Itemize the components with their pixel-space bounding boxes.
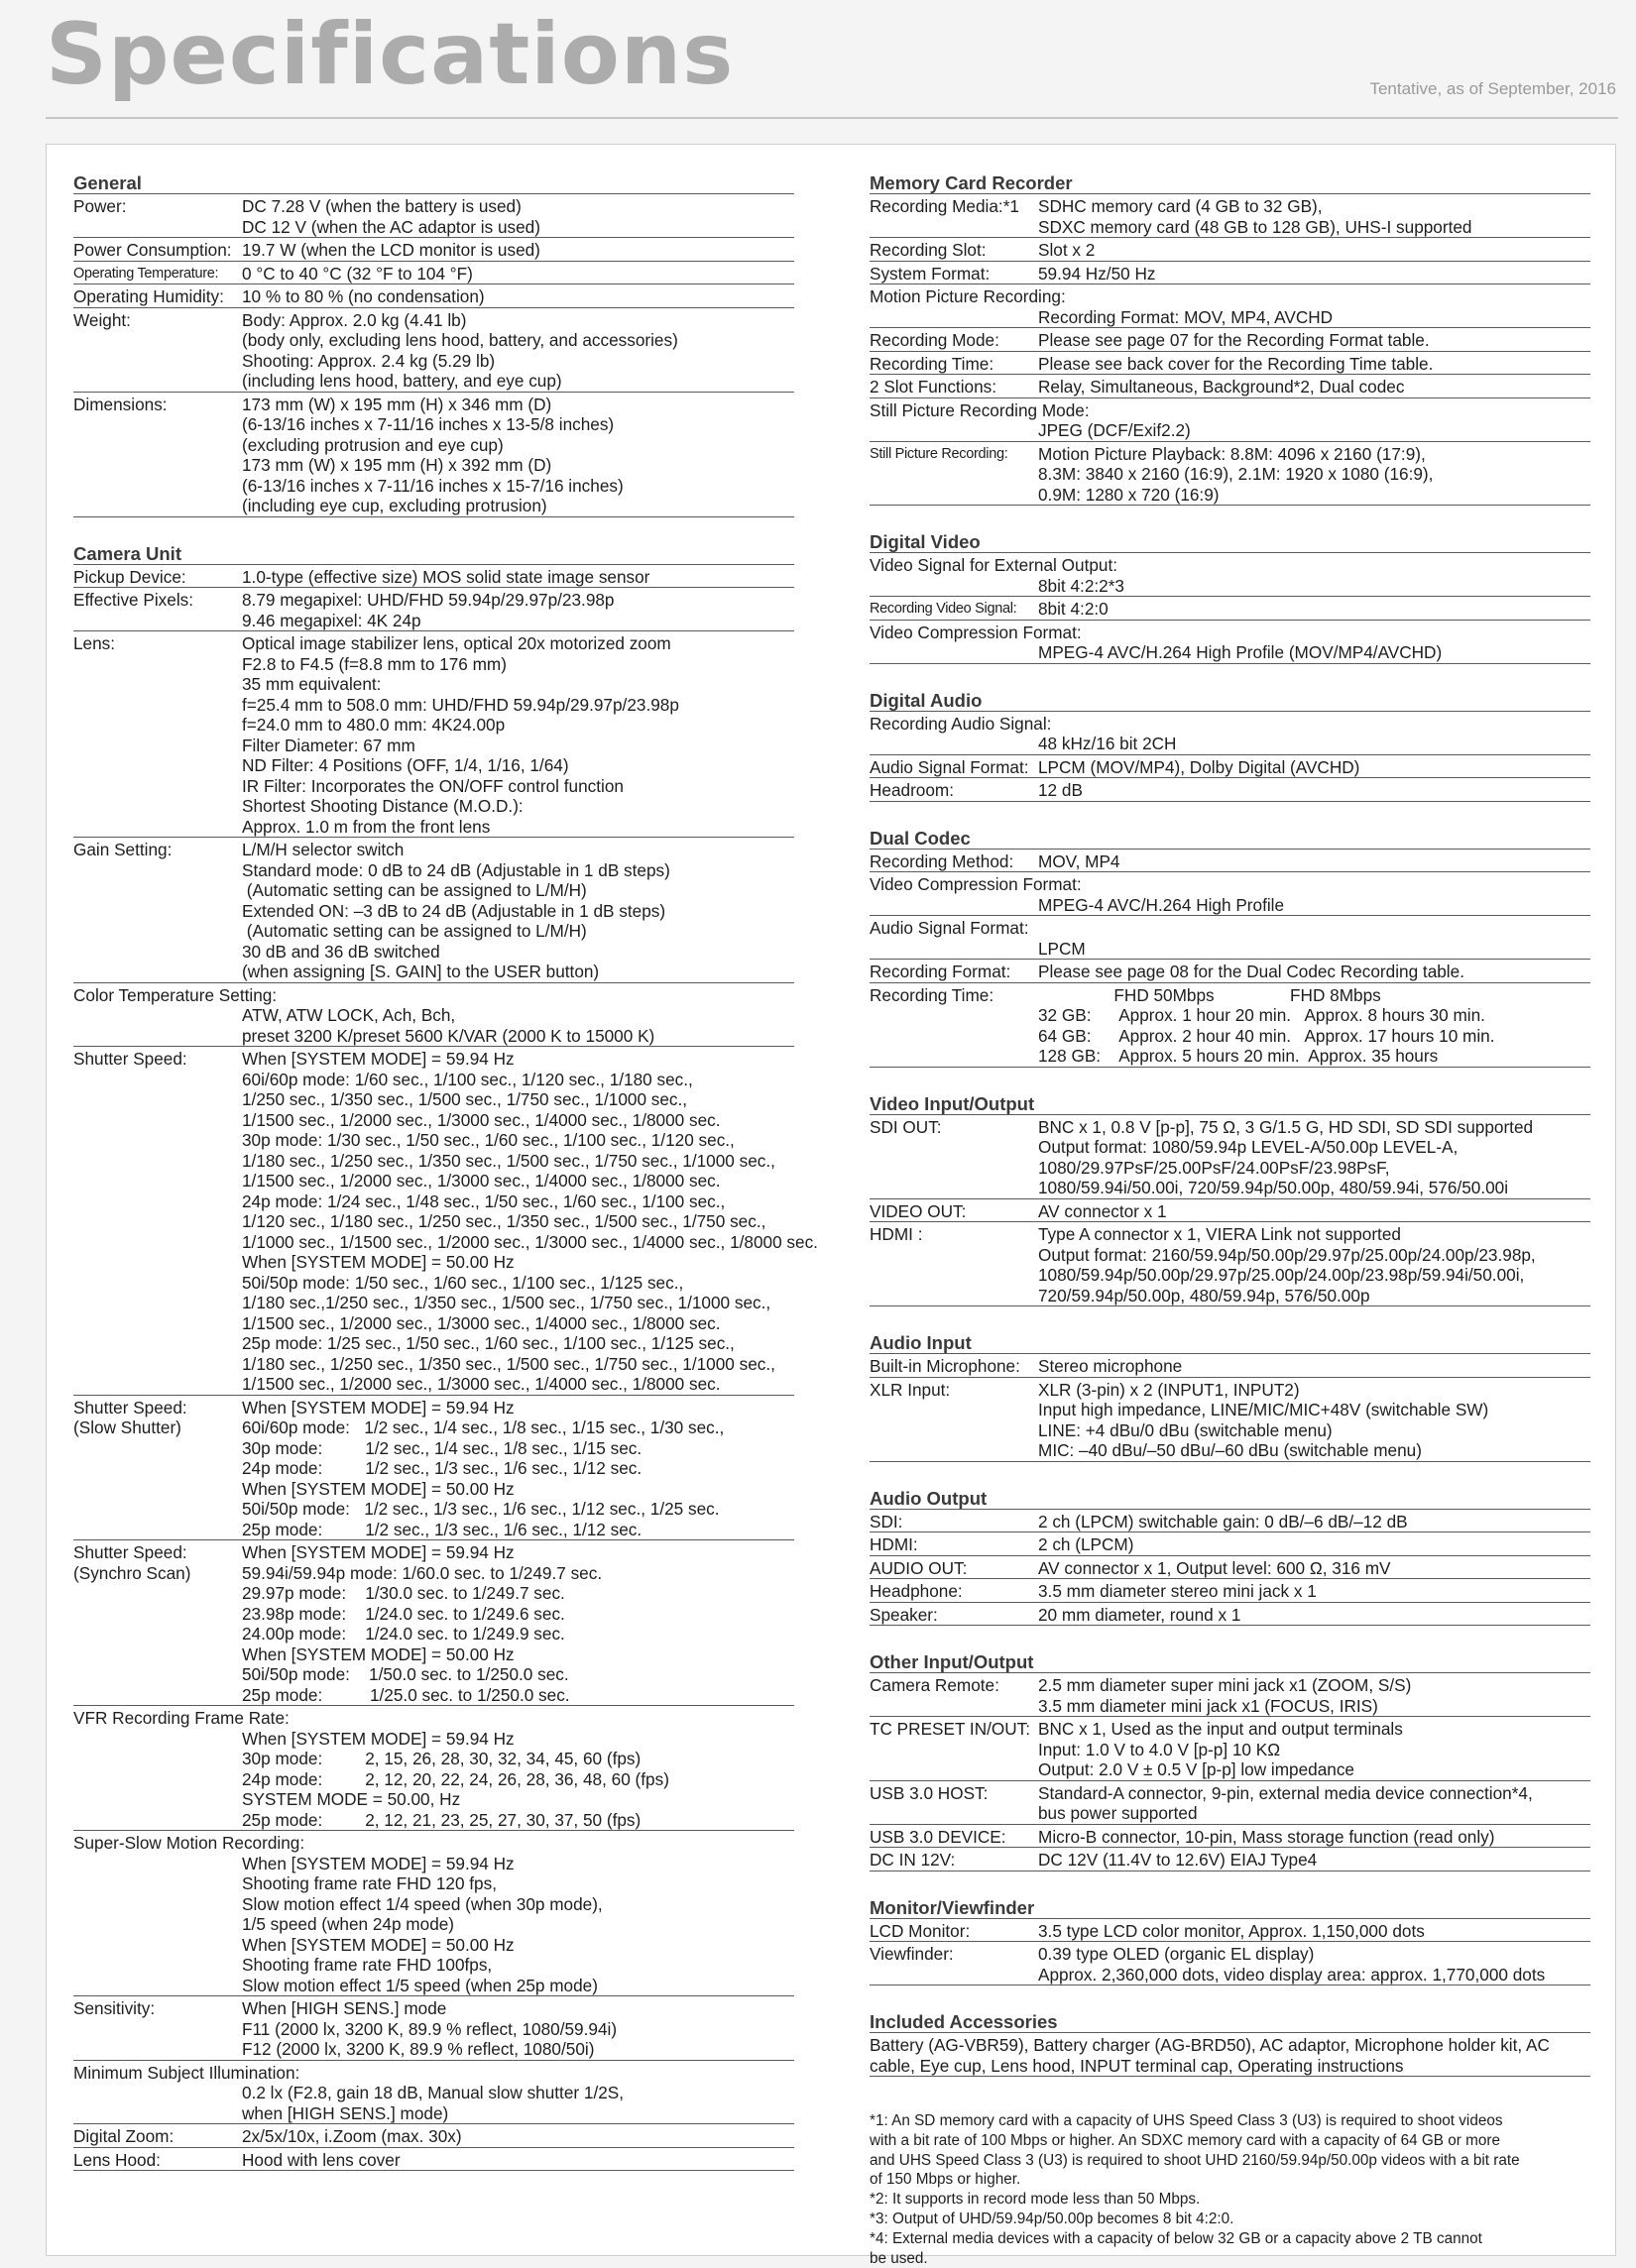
section-general bbox=[73, 170, 794, 517]
spec-row bbox=[73, 838, 794, 983]
spec-row bbox=[73, 565, 794, 589]
spec-value: Recording Format: MOV, MP4, AVCHD bbox=[1038, 306, 1334, 327]
spec-label: Recording Audio Signal: bbox=[870, 713, 1052, 734]
spec-value: 20 mm diameter, round x 1 bbox=[1038, 1604, 1241, 1625]
spec-row bbox=[73, 308, 794, 393]
spec-value: 3.5 type LCD color monitor, Approx. 1,150,000 dots bbox=[1038, 1920, 1425, 1941]
spec-value: DC 12V (11.4V to 12.6V) EIAJ Type4 bbox=[1038, 1850, 1318, 1870]
spec-label: Still Picture Recording: bbox=[870, 445, 1008, 462]
spec-value: LPCM (MOV/MP4), Dolby Digital (AVCHD) bbox=[1038, 756, 1360, 777]
spec-value: Relay, Simultaneous, Background*2, Dual codec bbox=[1038, 377, 1405, 397]
spec-label: HDMI: bbox=[870, 1534, 918, 1554]
section-dual-codec bbox=[870, 826, 1590, 1068]
spec-label: DC IN 12V: bbox=[870, 1850, 956, 1870]
spec-value: JPEG (DCF/Exif2.2) bbox=[1038, 420, 1191, 440]
spec-row bbox=[870, 284, 1590, 328]
spec-row bbox=[870, 983, 1590, 1068]
spec-label: Shutter Speed: (Synchro Scan) bbox=[73, 1542, 191, 1583]
spec-value: When [SYSTEM MODE] = 59.94 Hz Shooting frame rate FHD 120 fps, Slow motion effect 1/4 speed (when 30p mode), 1/5 speed (when 24p mode) When [SYSTEM MODE] = 50.00 Hz Shooting frame rate FHD 100fps, Slow motion effect 1/5 speed (when 25p mode) bbox=[242, 1853, 603, 1995]
section-heading: Audio Output bbox=[870, 1486, 1590, 1510]
spec-label: Pickup Device: bbox=[73, 566, 186, 587]
spec-label: Recording Time: bbox=[870, 984, 994, 1005]
spec-row bbox=[870, 442, 1590, 507]
section-heading: Video Input/Output bbox=[870, 1091, 1590, 1115]
section-heading: General bbox=[73, 170, 794, 194]
spec-value: BNC x 1, Used as the input and output terminals Input: 1.0 V to 4.0 V [p-p] 10 KΩ Output: 2.0 V ± 0.5 V [p-p] low impedance bbox=[1038, 1719, 1403, 1779]
spec-row bbox=[870, 1556, 1590, 1580]
spec-value: Type A connector x 1, VIERA Link not supported Output format: 2160/59.94p/50.00p/29.97p/25.00p/24.00p/23.98p, 1080/59.94p/50.00p/29.97p/25.00p/24.00p/23.98p/59.94i/50.00i, 720/59.94p/50.00p, 480/59.94p, 576/50.00p bbox=[1038, 1224, 1536, 1305]
spec-row bbox=[870, 872, 1590, 916]
spec-row bbox=[73, 194, 794, 238]
section-camera-unit bbox=[73, 541, 818, 2172]
spec-label: Sensitivity: bbox=[73, 1998, 156, 2018]
spec-label: System Format: bbox=[870, 263, 991, 284]
section-other-input-output bbox=[870, 1649, 1590, 1871]
spec-value: 10 % to 80 % (no condensation) bbox=[242, 286, 485, 306]
spec-value: 0 °C to 40 °C (32 °F to 104 °F) bbox=[242, 263, 473, 284]
spec-value: DC 7.28 V (when the battery is used) DC 12 V (when the AC adaptor is used) bbox=[242, 196, 540, 237]
spec-label: Recording Mode: bbox=[870, 330, 999, 350]
spec-row bbox=[73, 1540, 794, 1706]
spec-label: Video Compression Format: bbox=[870, 622, 1082, 642]
spec-row bbox=[73, 262, 794, 285]
spec-label: Recording Video Signal: bbox=[870, 601, 1017, 617]
spec-row bbox=[870, 375, 1590, 398]
left-column bbox=[73, 170, 818, 2195]
spec-value: Body: Approx. 2.0 kg (4.41 lb) (body only, excluding lens hood, battery, and accessories) Shooting: Approx. 2.4 kg (5.29 lb) (including lens hood, battery, and eye cup) bbox=[242, 309, 678, 391]
spec-panel bbox=[46, 144, 1616, 2267]
spec-label: Camera Remote: bbox=[870, 1675, 999, 1695]
spec-value: SDHC memory card (4 GB to 32 GB), SDXC memory card (48 GB to 128 GB), UHS-I supported bbox=[1038, 196, 1472, 237]
section-included-accessories bbox=[870, 2009, 1590, 2077]
spec-label: Digital Zoom: bbox=[73, 2126, 175, 2146]
spec-label: Still Picture Recording Mode: bbox=[870, 399, 1090, 420]
spec-label: XLR Input: bbox=[870, 1379, 951, 1400]
spec-label: Lens: bbox=[73, 633, 116, 653]
spec-row bbox=[870, 1354, 1590, 1378]
spec-value: 3.5 mm diameter stereo mini jack x 1 bbox=[1038, 1581, 1317, 1601]
spec-label: Audio Signal Format: bbox=[870, 756, 1029, 777]
spec-value: 2x/5x/10x, i.Zoom (max. 30x) bbox=[242, 2126, 462, 2146]
spec-label: VFR Recording Frame Rate: bbox=[73, 1708, 290, 1728]
spec-value: Hood with lens cover bbox=[242, 2149, 401, 2170]
spec-row bbox=[870, 398, 1590, 442]
spec-value: 59.94 Hz/50 Hz bbox=[1038, 263, 1156, 284]
page-title: Specifications bbox=[46, 5, 735, 104]
spec-row bbox=[870, 553, 1590, 597]
footnotes: *1: An SD memory card with a capacity of UHS Speed Class 3 (U3) is required to shoot videos with a bit rate of 100 Mbps or higher. An SDXC memory card with a capacity of 64 GB or more and UHS Speed Class 3 (U3) is required to shoot UHD 2160/59.94p/50.00p videos with a bit rate of 150 Mbps or higher. *2: It supports in record mode less than 50 Mbps. *3: Output of UHD/59.94p/50.00p becomes 8 bit 4:2:0. *4: External media devices with a capacity of below 32 GB or a capacity above 2 TB cannot be used. bbox=[870, 2112, 1520, 2267]
spec-row bbox=[73, 393, 794, 517]
spec-value: MPEG-4 AVC/H.264 High Profile (MOV/MP4/AVCHD) bbox=[1038, 642, 1443, 662]
spec-label: Effective Pixels: bbox=[73, 590, 194, 610]
spec-label: Dimensions: bbox=[73, 394, 168, 414]
spec-row bbox=[73, 1396, 794, 1541]
spec-value: Stereo microphone bbox=[1038, 1356, 1183, 1376]
spec-value: 48 kHz/16 bit 2CH bbox=[1038, 734, 1177, 753]
spec-row bbox=[870, 960, 1590, 983]
spec-row bbox=[870, 778, 1590, 802]
section-monitor-viewfinder bbox=[870, 1895, 1590, 1986]
spec-label: SDI OUT: bbox=[870, 1116, 942, 1137]
spec-row bbox=[73, 1047, 818, 1396]
spec-value: 8bit 4:2:2*3 bbox=[1038, 575, 1124, 596]
spec-row bbox=[870, 850, 1590, 873]
spec-row bbox=[73, 2148, 794, 2172]
section-heading: Monitor/Viewfinder bbox=[870, 1895, 1590, 1919]
spec-label: Headphone: bbox=[870, 1581, 963, 1601]
spec-value: MPEG-4 AVC/H.264 High Profile bbox=[1038, 894, 1285, 915]
spec-row bbox=[870, 1115, 1590, 1199]
spec-value: 2.5 mm diameter super mini jack x1 (ZOOM, S/S) 3.5 mm diameter mini jack x1 (FOCUS, IRIS) bbox=[1038, 1675, 1412, 1716]
spec-row bbox=[870, 755, 1590, 779]
spec-label: Video Compression Format: bbox=[870, 874, 1082, 894]
spec-label: TC PRESET IN/OUT: bbox=[870, 1719, 1031, 1739]
spec-value: Please see back cover for the Recording Time table. bbox=[1038, 353, 1434, 374]
spec-row bbox=[73, 631, 794, 838]
spec-value: 173 mm (W) x 195 mm (H) x 346 mm (D) (6-13/16 inches x 7-11/16 inches x 13-5/8 inches) (excluding protrusion and eye cup) 173 mm (W) x 195 mm (H) x 392 mm (D) (6-13/16 inches x 7-11/16 inches x 15-7/16 inches) (including eye cup, excluding protrusion) bbox=[242, 394, 624, 515]
spec-value: Motion Picture Playback: 8.8M: 4096 x 2160 (17:9), 8.3M: 3840 x 2160 (16:9), 2.1M: 1920 x 1080 (16:9), 0.9M: 1280 x 720 (16:9) bbox=[1038, 443, 1434, 505]
spec-label: AUDIO OUT: bbox=[870, 1557, 968, 1578]
spec-value: Micro-B connector, 10-pin, Mass storage function (read only) bbox=[1038, 1826, 1495, 1847]
spec-row bbox=[870, 1942, 1590, 1985]
spec-label: Recording Format: bbox=[870, 962, 1011, 981]
spec-value: BNC x 1, 0.8 V [p-p], 75 Ω, 3 G/1.5 G, HD SDI, SD SDI supported Output format: 1080/59.94p LEVEL-A/50.00p LEVEL-A, 1080/29.97PsF/25.00PsF/24.00PsF/23.98PsF, 1080/59.94i/50.00i, 720/59.94p/50.00p, 480/59.94i, 576/50.00i bbox=[1038, 1116, 1534, 1197]
section-heading: Digital Audio bbox=[870, 688, 1590, 712]
spec-value: XLR (3-pin) x 2 (INPUT1, INPUT2) Input high impedance, LINE/MIC/MIC+48V (switchable SW) LINE: +4 dBu/0 dBu (switchable menu) MIC: –40 dBu/–50 dBu/–60 dBu (switchable menu) bbox=[1038, 1379, 1489, 1460]
spec-value: MOV, MP4 bbox=[1038, 850, 1120, 871]
spec-value: 8bit 4:2:0 bbox=[1038, 599, 1109, 619]
spec-value: L/M/H selector switch Standard mode: 0 dB to 24 dB (Adjustable in 1 dB steps) (Automatic setting can be assigned to L/M/H) Extended ON: –3 dB to 24 dB (Adjustable in 1 dB steps) (Automatic setting can be assigned to L/M/H) 30 dB and 36 dB switched (when assigning [S. GAIN] to the USER button) bbox=[242, 840, 670, 981]
spec-value: AV connector x 1 bbox=[1038, 1200, 1167, 1221]
spec-value: When [HIGH SENS.] mode F11 (2000 lx, 3200 K, 89.9 % reflect, 1080/59.94i) F12 (2000 lx, 3200 K, 89.9 % reflect, 1080/50i) bbox=[242, 1998, 618, 2059]
spec-label: Operating Temperature: bbox=[73, 265, 219, 282]
tentative-note: Tentative, as of September, 2016 bbox=[1369, 79, 1616, 98]
section-audio-input bbox=[870, 1330, 1590, 1462]
spec-value: 12 dB bbox=[1038, 780, 1083, 800]
section-digital-video bbox=[870, 529, 1590, 664]
spec-label: Recording Slot: bbox=[870, 240, 987, 260]
spec-label: Video Signal for External Output: bbox=[870, 555, 1118, 575]
spec-label: Lens Hood: bbox=[73, 2149, 161, 2170]
spec-label: Recording Media:*1 bbox=[870, 196, 1019, 216]
spec-label: Speaker: bbox=[870, 1604, 938, 1625]
spec-label: Audio Signal Format: bbox=[870, 918, 1029, 938]
spec-value: Please see page 08 for the Dual Codec Recording table. bbox=[1038, 962, 1464, 981]
spec-row bbox=[73, 983, 794, 1048]
spec-value: When [SYSTEM MODE] = 59.94 Hz 30p mode: 2, 15, 26, 28, 30, 32, 34, 45, 60 (fps) 24p mode: 2, 12, 20, 22, 24, 26, 28, 36, 48, 60 (fps) SYSTEM MODE = 50.00, Hz 25p mode: 2, 12, 21, 23, 25, 27, 30, 37, 50 (fps) bbox=[242, 1728, 669, 1830]
section-heading: Camera Unit bbox=[73, 541, 794, 565]
spec-label: Minimum Subject Illumination: bbox=[73, 2062, 300, 2083]
spec-row bbox=[870, 1825, 1590, 1849]
title-divider bbox=[46, 117, 1618, 119]
spec-row bbox=[870, 1717, 1590, 1781]
spec-row bbox=[73, 1996, 794, 2061]
spec-label: Shutter Speed: bbox=[73, 1049, 187, 1069]
spec-row bbox=[870, 1378, 1590, 1462]
spec-row bbox=[870, 1532, 1590, 1556]
spec-label: Headroom: bbox=[870, 780, 955, 800]
spec-value: ATW, ATW LOCK, Ach, Bch, preset 3200 K/preset 5600 K/VAR (2000 K to 15000 K) bbox=[242, 1005, 655, 1046]
spec-label: HDMI : bbox=[870, 1224, 923, 1244]
section-heading: Other Input/Output bbox=[870, 1649, 1590, 1673]
spec-label: LCD Monitor: bbox=[870, 1920, 971, 1941]
spec-label: USB 3.0 DEVICE: bbox=[870, 1826, 1006, 1847]
section-video-input-output bbox=[870, 1091, 1590, 1307]
spec-value: Standard-A connector, 9-pin, external media device connection*4, bus power supported bbox=[1038, 1782, 1533, 1823]
spec-value: AV connector x 1, Output level: 600 Ω, 316 mV bbox=[1038, 1557, 1391, 1578]
spec-row bbox=[870, 1673, 1590, 1717]
spec-row bbox=[870, 1579, 1590, 1603]
right-column bbox=[870, 170, 1590, 2268]
spec-value: Slot x 2 bbox=[1038, 240, 1096, 260]
spec-row bbox=[870, 1603, 1590, 1627]
spec-value: When [SYSTEM MODE] = 59.94 Hz 60i/60p mode: 1/2 sec., 1/4 sec., 1/8 sec., 1/15 sec., 1/30 sec., 30p mode: 1/2 sec., 1/4 sec., 1/8 sec., 1/15 sec. 24p mode: 1/2 sec., 1/3 sec., 1/6 sec., 1/12 sec. When [SYSTEM MODE] = 50.00 Hz 50i/50p mode: 1/2 sec., 1/3 sec., 1/6 sec., 1/12 sec., 1/25 sec. 25p mode: 1/2 sec., 1/3 sec., 1/6 sec., 1/12 sec. bbox=[242, 1397, 725, 1539]
spec-row bbox=[73, 284, 794, 308]
spec-row bbox=[870, 1848, 1590, 1871]
spec-row bbox=[870, 621, 1590, 664]
spec-value: 19.7 W (when the LCD monitor is used) bbox=[242, 240, 540, 260]
section-heading: Included Accessories bbox=[870, 2009, 1590, 2033]
spec-value: 0.2 lx (F2.8, gain 18 dB, Manual slow shutter 1/2S, when [HIGH SENS.] mode) bbox=[242, 2083, 625, 2123]
spec-value: 2 ch (LPCM) switchable gain: 0 dB/–6 dB/–12 dB bbox=[1038, 1511, 1408, 1531]
section-heading: Audio Input bbox=[870, 1330, 1590, 1354]
spec-label: Viewfinder: bbox=[870, 1944, 954, 1964]
section-memory-card-recorder bbox=[870, 170, 1590, 506]
spec-label: SDI: bbox=[870, 1511, 903, 1531]
spec-row bbox=[870, 1222, 1590, 1306]
spec-label: Weight: bbox=[73, 309, 131, 330]
spec-label: 2 Slot Functions: bbox=[870, 377, 997, 397]
spec-value: 2 ch (LPCM) bbox=[1038, 1534, 1134, 1554]
spec-row bbox=[870, 1199, 1590, 1223]
spec-label: Power: bbox=[73, 196, 127, 216]
section-audio-output bbox=[870, 1486, 1590, 1627]
spec-value: FHD 50Mbps FHD 8Mbps 32 GB: Approx. 1 hour 20 min. Approx. 8 hours 30 min. 64 GB: Approx. 2 hour 40 min. Approx. 17 hours 10 min. 128 GB: Approx. 5 hours 20 min. Approx. 35 hours bbox=[1038, 984, 1495, 1066]
spec-label: Power Consumption: bbox=[73, 240, 232, 260]
spec-row bbox=[73, 238, 794, 262]
spec-row bbox=[870, 597, 1590, 621]
spec-row bbox=[73, 1706, 794, 1831]
spec-value: Optical image stabilizer lens, optical 20x motorized zoom F2.8 to F4.5 (f=8.8 mm to 176 mm) 35 mm equivalent: f=25.4 mm to 508.0 mm: UHD/FHD 59.94p/29.97p/23.98p f=24.0 mm to 480.0 mm: 4K24.00p Filter Diameter: 67 mm ND Filter: 4 Positions (OFF, 1/4, 1/16, 1/64) IR Filter: Incorporates the ON/OFF control function Shortest Shooting Distance (M.O.D.): Approx. 1.0 m from the front lens bbox=[242, 633, 679, 837]
section-heading: Memory Card Recorder bbox=[870, 170, 1590, 194]
spec-row bbox=[870, 352, 1590, 376]
spec-label: Built-in Microphone: bbox=[870, 1356, 1020, 1376]
spec-value: 1.0-type (effective size) MOS solid state image sensor bbox=[242, 566, 650, 587]
spec-label: Color Temperature Setting: bbox=[73, 984, 278, 1005]
spec-label: Operating Humidity: bbox=[73, 286, 224, 306]
spec-label: Recording Method: bbox=[870, 850, 1014, 871]
spec-label: Shutter Speed: (Slow Shutter) bbox=[73, 1397, 187, 1437]
spec-label: USB 3.0 HOST: bbox=[870, 1782, 989, 1803]
spec-value: 8.79 megapixel: UHD/FHD 59.94p/29.97p/23.98p 9.46 megapixel: 4K 24p bbox=[242, 590, 615, 630]
section-digital-audio bbox=[870, 688, 1590, 802]
section-heading: Dual Codec bbox=[870, 826, 1590, 850]
spec-row bbox=[870, 262, 1590, 285]
spec-row bbox=[870, 1919, 1590, 1943]
section-heading: Digital Video bbox=[870, 529, 1590, 553]
spec-row bbox=[870, 1510, 1590, 1533]
spec-row bbox=[73, 1831, 794, 1996]
spec-value: When [SYSTEM MODE] = 59.94 Hz 59.94i/59.94p mode: 1/60.0 sec. to 1/249.7 sec. 29.97p mode: 1/30.0 sec. to 1/249.7 sec. 23.98p mode: 1/24.0 sec. to 1/249.6 sec. 24.00p mode: 1/24.0 sec. to 1/249.9 sec. When [SYSTEM MODE] = 50.00 Hz 50i/50p mode: 1/50.0 sec. to 1/250.0 sec. 25p mode: 1/25.0 sec. to 1/250.0 sec. bbox=[242, 1542, 603, 1705]
spec-value: When [SYSTEM MODE] = 59.94 Hz 60i/60p mode: 1/60 sec., 1/100 sec., 1/120 sec., 1/180 sec., 1/250 sec., 1/350 sec., 1/500 sec., 1/750 sec., 1/1000 sec., 1/1500 sec., 1/2000 sec., 1/3000 sec., 1/4000 sec., 1/8000 sec. 30p mode: 1/30 sec., 1/50 sec., 1/60 sec., 1/100 sec., 1/120 sec., 1/180 sec., 1/250 sec., 1/350 sec., 1/500 sec., 1/750 sec., 1/1000 sec., 1/1500 sec., 1/2000 sec., 1/3000 sec., 1/4000 sec., 1/8000 sec. 24p mode: 1/24 sec., 1/48 sec., 1/50 sec., 1/60 sec., 1/100 sec., 1/120 sec., 1/180 sec., 1/250 sec., 1/350 sec., 1/500 sec., 1/750 sec., 1/1000 sec., 1/1500 sec., 1/2000 sec., 1/3000 sec., 1/4000 sec., 1/8000 sec. When [SYSTEM MODE] = 50.00 Hz 50i/50p mode: 1/50 sec., 1/60 sec., 1/100 sec., 1/125 sec., 1/180 sec.,1/250 sec., 1/350 sec., 1/500 sec., 1/750 sec., 1/1000 sec., 1/1500 sec., 1/2000 sec., 1/3000 sec., 1/4000 sec., 1/8000 sec. 25p mode: 1/25 sec., 1/50 sec., 1/60 sec., 1/100 sec., 1/125 sec., 1/180 sec., 1/250 sec., 1/350 sec., 1/500 sec., 1/750 sec., 1/1000 sec., 1/1500 sec., 1/2000 sec., 1/3000 sec., 1/4000 sec., 1/8000 sec. bbox=[242, 1049, 818, 1394]
spec-label: Recording Time: bbox=[870, 353, 994, 374]
spec-row bbox=[870, 238, 1590, 262]
spec-row bbox=[870, 1781, 1590, 1825]
section-text: Battery (AG-VBR59), Battery charger (AG-BRD50), AC adaptor, Microphone holder kit, AC cable, Eye cup, Lens hood, INPUT terminal cap, Operating instructions bbox=[870, 2033, 1590, 2077]
spec-row bbox=[870, 194, 1590, 238]
spec-value: 0.39 type OLED (organic EL display) Approx. 2,360,000 dots, video display area: approx. 1,770,000 dots bbox=[1038, 1944, 1546, 1984]
spec-row bbox=[870, 916, 1590, 960]
spec-row bbox=[73, 2124, 794, 2148]
spec-row bbox=[870, 328, 1590, 352]
spec-value: LPCM bbox=[1038, 938, 1086, 959]
spec-label: Super-Slow Motion Recording: bbox=[73, 1833, 305, 1853]
spec-row bbox=[73, 588, 794, 631]
spec-row bbox=[73, 2061, 794, 2125]
spec-label: VIDEO OUT: bbox=[870, 1200, 967, 1221]
spec-row bbox=[870, 712, 1590, 755]
spec-label: Gain Setting: bbox=[73, 840, 173, 859]
spec-label: Motion Picture Recording: bbox=[870, 286, 1066, 306]
spec-value: Please see page 07 for the Recording Format table. bbox=[1038, 330, 1430, 350]
